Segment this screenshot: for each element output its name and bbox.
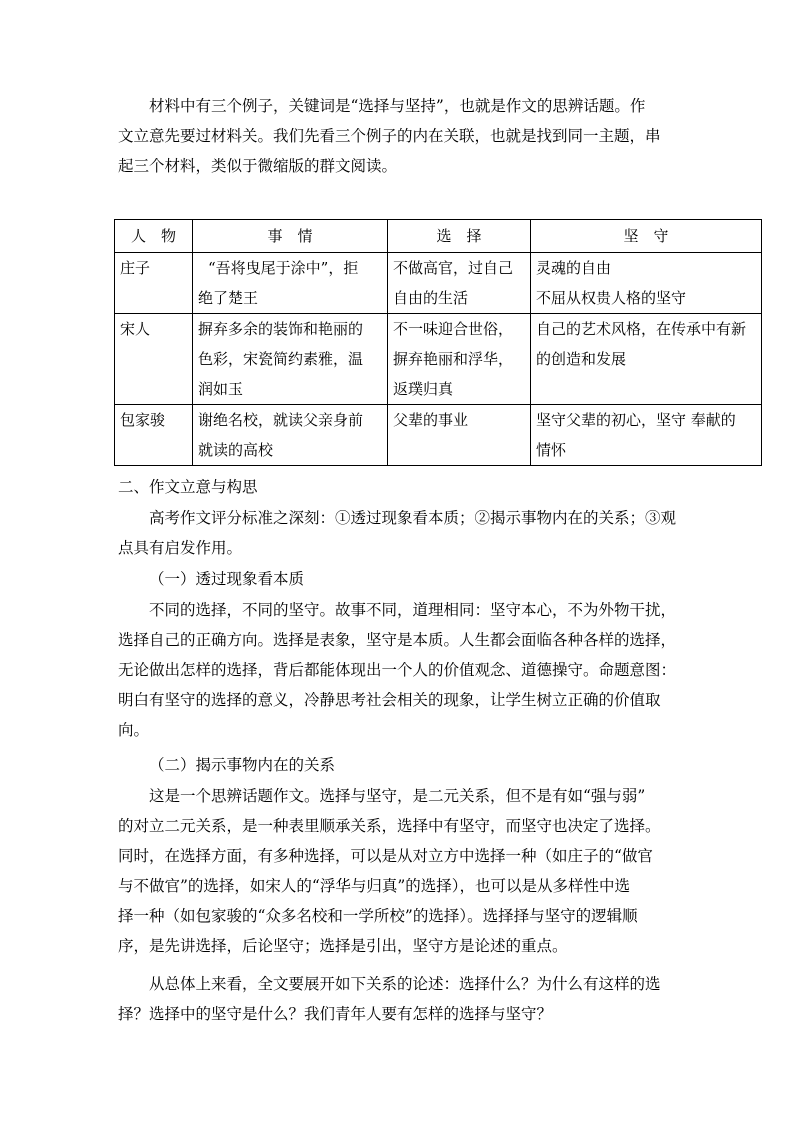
table-header-row: [115, 220, 762, 253]
cell-event: [193, 314, 388, 405]
cell-text: 情怀: [536, 441, 567, 459]
cell-text: 就读的高校: [198, 441, 274, 459]
section-heading: 二、作文立意与构思: [118, 478, 258, 496]
body-line: 同时，在选择方面，有多种选择，可以是从对立方中选择一种（如庄子的“做官: [118, 847, 653, 865]
cell-text: 自由的生活: [393, 289, 469, 307]
analysis-table: [114, 219, 762, 466]
cell-choice: [388, 253, 531, 314]
cell-text: 包家骏: [120, 411, 166, 429]
body-line: 择一种（如包家骏的“众多名校和一学所校”的选择）。选择择与坚守的逻辑顺: [118, 907, 638, 925]
cell-text: 的创造和发展: [536, 350, 627, 368]
cell-persist: [531, 253, 762, 314]
body-line: 不同的选择，不同的坚守。故事不同，道理相同：坚守本心，不为外物干扰，: [149, 601, 677, 619]
body-line: 无论做出怎样的选择，背后都能体现出一个人的价值观念、道德操守。命题意图：: [118, 661, 677, 679]
cell-text: 坚守父辈的初心，坚守 奉献的: [536, 411, 736, 429]
cell-person: [115, 253, 193, 314]
cell-text: 不屈从权贵人格的坚守: [536, 289, 687, 307]
body-line: 的对立二元关系，是一种表里顺承关系，选择中有坚守，而坚守也决定了选择。: [118, 817, 661, 835]
body-line: 向。: [118, 721, 150, 739]
cell-event: [193, 253, 388, 314]
body-line: 从总体上来看，全文要展开如下关系的论述：选择什么？为什么有这样的选: [149, 975, 661, 993]
body-line: 与不做官”的选择，如宋人的“浮华与归真”的选择），也可以是从多样性中选: [118, 877, 631, 895]
cell-text: 色彩，宋瓷简约素雅，温: [198, 350, 364, 368]
intro-line: 起三个材料，类似于微缩版的群文阅读。: [118, 157, 398, 175]
cell-text: 父辈的事业: [393, 411, 469, 429]
body-line: 明白有坚守的选择的意义，冷静思考社会相关的现象，让学生树立正确的价值取: [118, 691, 661, 709]
cell-person: [115, 314, 193, 405]
intro-line: 文立意先要过材料关。我们先看三个例子的内在关联，也就是找到同一主题，串: [118, 127, 661, 145]
cell-choice: [388, 405, 531, 466]
body-line: 这是一个思辨话题作文。选择与坚守，是二元关系，但不是有如“强与弱”: [149, 787, 646, 805]
header-person: 人 物: [115, 220, 193, 253]
body-line: 选择自己的正确方向。选择是表象，坚守是本质。人生都会面临各种各样的选择，: [118, 631, 677, 649]
cell-persist: [531, 405, 762, 466]
subsection-paragraph: [118, 781, 678, 961]
cell-text: 摒弃艳丽和浮华，: [393, 350, 514, 368]
table-row: [115, 253, 762, 314]
cell-text: 庄子: [120, 259, 151, 277]
subsection-title: （二）揭示事物内在的关系: [149, 756, 336, 774]
intro-line: 材料中有三个例子，关键词是“选择与坚持”，也就是作文的思辨话题。作: [149, 97, 646, 115]
cell-text: 摒弃多余的装饰和艳丽的: [198, 320, 364, 338]
cell-persist: [531, 314, 762, 405]
table-row: [115, 405, 762, 466]
cell-choice: [388, 314, 531, 405]
criteria-line: 高考作文评分标准之深刻：①透过现象看本质；②揭示事物内在的关系；③观: [149, 509, 677, 527]
subsection-title: （一）透过现象看本质: [149, 570, 305, 588]
header-choice: 选 择: [388, 220, 531, 253]
intro-paragraph: [118, 91, 678, 181]
cell-text: “吾将曳尾于涂中”，拒: [208, 259, 359, 277]
cell-text: 灵魂的自由: [536, 259, 612, 277]
cell-text: 谢绝名校，就读父亲身前: [198, 411, 364, 429]
cell-text: 不一味迎合世俗，: [393, 320, 514, 338]
header-persist: 坚 守: [531, 220, 762, 253]
cell-text: 不做高官，过自己: [393, 259, 514, 277]
cell-event: [193, 405, 388, 466]
cell-text: 自己的艺术风格，在传承中有新: [536, 320, 747, 338]
body-line: 择？选择中的坚守是什么？我们青年人要有怎样的选择与坚守？: [118, 1005, 553, 1023]
cell-text: 绝了楚王: [198, 289, 259, 307]
cell-text: 润如玉: [198, 380, 244, 398]
header-event: 事 情: [193, 220, 388, 253]
body-line: 序，是先讲选择，后论坚守；选择是引出，坚守方是论述的重点。: [118, 937, 568, 955]
summary-paragraph: [118, 969, 678, 1029]
cell-text: 宋人: [120, 320, 151, 338]
criteria-line: 点具有启发作用。: [118, 539, 243, 557]
criteria-paragraph: [118, 503, 678, 563]
cell-person: [115, 405, 193, 466]
subsection-paragraph: [118, 595, 678, 745]
table-row: [115, 314, 762, 405]
cell-text: 返璞归真: [393, 380, 454, 398]
